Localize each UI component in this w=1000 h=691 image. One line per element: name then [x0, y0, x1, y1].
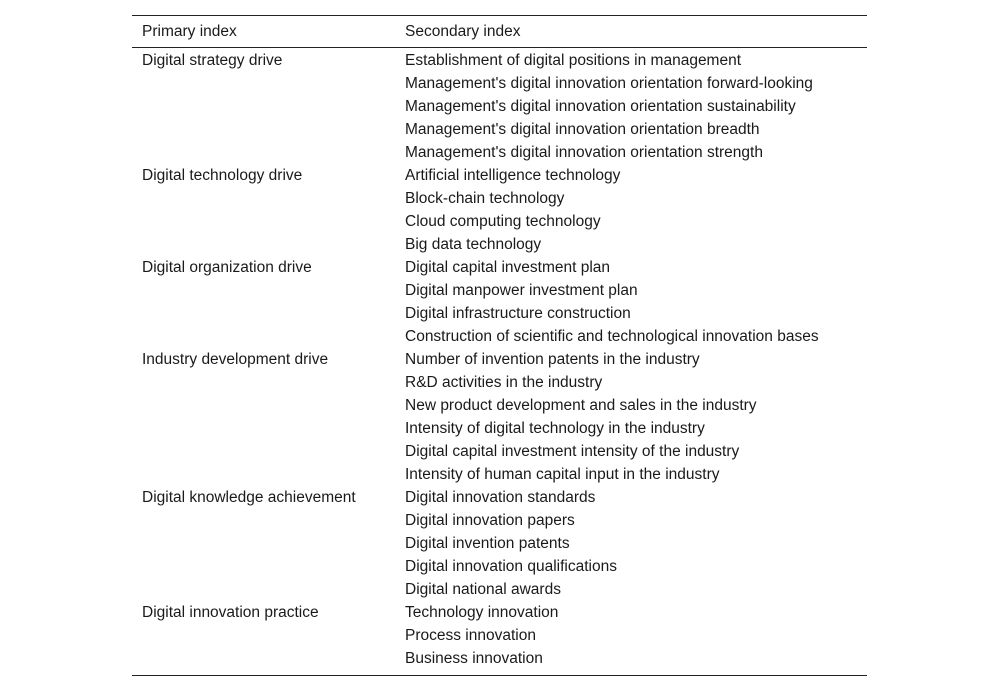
table-row: [132, 348, 867, 371]
secondary-index-cell: Digital innovation standards: [405, 489, 596, 506]
table-row: [132, 256, 867, 279]
table-row: [132, 578, 867, 601]
secondary-index-cell: Big data technology: [405, 236, 542, 253]
table-row: [132, 371, 867, 394]
primary-index-cell: [132, 95, 395, 118]
primary-index-cell: [132, 210, 395, 233]
secondary-index-cell: Technology innovation: [405, 604, 559, 621]
secondary-index-cell: Digital infrastructure construction: [405, 305, 631, 322]
primary-index-cell: Digital strategy drive: [142, 52, 283, 69]
secondary-index-cell: Number of invention patents in the industry: [405, 351, 700, 368]
table-row: [132, 509, 867, 532]
header-primary-index: Primary index: [132, 16, 395, 48]
primary-index-cell: [132, 118, 395, 141]
primary-index-cell: [132, 279, 395, 302]
secondary-index-cell: R&D activities in the industry: [405, 374, 603, 391]
table-row: [132, 95, 867, 118]
table-row: [132, 72, 867, 95]
table-row: [132, 555, 867, 578]
secondary-index-cell: Intensity of digital technology in the industry: [405, 420, 705, 437]
table-body: [132, 48, 867, 676]
table-row: [132, 417, 867, 440]
secondary-index-cell: New product development and sales in the industry: [405, 397, 757, 414]
table-row: [132, 601, 867, 624]
table-row: [132, 440, 867, 463]
primary-index-cell: [132, 624, 395, 647]
header-row: [132, 16, 867, 48]
table-row: [132, 302, 867, 325]
table-row: [132, 394, 867, 417]
primary-index-cell: Digital innovation practice: [142, 604, 319, 621]
primary-index-cell: [132, 394, 395, 417]
primary-index-cell: [132, 532, 395, 555]
table-row: [132, 624, 867, 647]
index-table: [132, 15, 867, 676]
secondary-index-cell: Business innovation: [405, 650, 543, 667]
primary-index-cell: [132, 72, 395, 95]
table-header: [132, 16, 867, 48]
primary-index-cell: [132, 233, 395, 256]
primary-index-cell: [132, 647, 395, 676]
table-row: [132, 48, 867, 73]
primary-index-cell: Digital knowledge achievement: [142, 489, 356, 506]
table-row: [132, 118, 867, 141]
primary-index-cell: [132, 187, 395, 210]
primary-index-cell: [132, 302, 395, 325]
header-secondary-index: Secondary index: [395, 16, 867, 48]
secondary-index-cell: Artificial intelligence technology: [405, 167, 621, 184]
table-row: [132, 164, 867, 187]
secondary-index-cell: Management's digital innovation orientation strength: [405, 144, 763, 161]
secondary-index-cell: Management's digital innovation orientation sustainability: [405, 98, 796, 115]
primary-index-cell: [132, 578, 395, 601]
table-row: [132, 486, 867, 509]
table-row: [132, 233, 867, 256]
primary-index-cell: [132, 141, 395, 164]
secondary-index-cell: Management's digital innovation orientation breadth: [405, 121, 760, 138]
table-row: [132, 647, 867, 676]
secondary-index-cell: Digital innovation qualifications: [405, 558, 617, 575]
primary-index-cell: [132, 417, 395, 440]
secondary-index-cell: Intensity of human capital input in the industry: [405, 466, 720, 483]
primary-index-cell: [132, 440, 395, 463]
table-row: [132, 279, 867, 302]
table-row: [132, 325, 867, 348]
primary-index-cell: Digital technology drive: [142, 167, 303, 184]
secondary-index-cell: Digital national awards: [405, 581, 561, 598]
primary-index-cell: Industry development drive: [142, 351, 329, 368]
primary-index-cell: Digital organization drive: [142, 259, 312, 276]
primary-index-cell: [132, 509, 395, 532]
table-row: [132, 532, 867, 555]
table-row: [132, 187, 867, 210]
secondary-index-cell: Cloud computing technology: [405, 213, 601, 230]
secondary-index-cell: Digital innovation papers: [405, 512, 575, 529]
table-row: [132, 210, 867, 233]
secondary-index-cell: Establishment of digital positions in management: [405, 52, 742, 69]
secondary-index-cell: Process innovation: [405, 627, 536, 644]
secondary-index-cell: Digital invention patents: [405, 535, 570, 552]
table-row: [132, 141, 867, 164]
primary-index-cell: [132, 371, 395, 394]
secondary-index-cell: Digital capital investment plan: [405, 259, 611, 276]
secondary-index-cell: Construction of scientific and technological innovation bases: [405, 328, 819, 345]
secondary-index-cell: Digital capital investment intensity of the industry: [405, 443, 740, 460]
table-row: [132, 463, 867, 486]
primary-index-cell: [132, 555, 395, 578]
primary-index-cell: [132, 325, 395, 348]
index-table-container: [132, 15, 867, 676]
secondary-index-cell: Digital manpower investment plan: [405, 282, 638, 299]
primary-index-cell: [132, 463, 395, 486]
secondary-index-cell: Management's digital innovation orientation forward-looking: [405, 75, 813, 92]
secondary-index-cell: Block-chain technology: [405, 190, 565, 207]
